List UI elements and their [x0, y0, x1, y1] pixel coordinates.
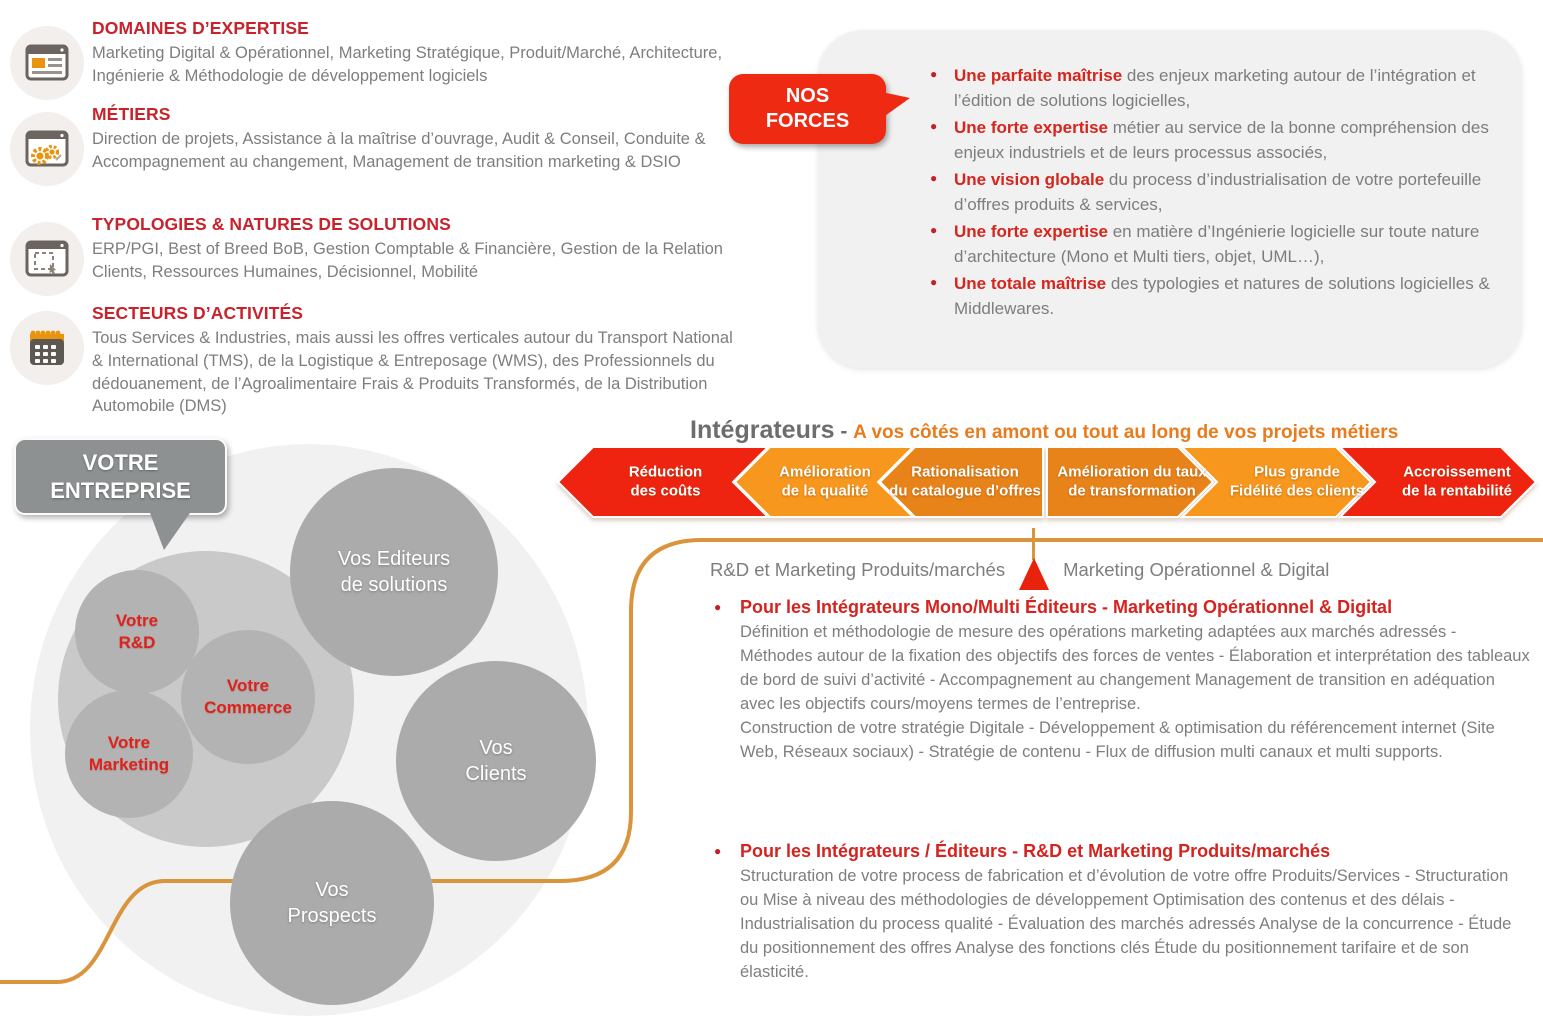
chevron-taux-transformation: Amélioration du taux de transformation — [1057, 463, 1207, 499]
benefits-chevron-band — [553, 443, 1543, 521]
votre-entreprise-bubble — [14, 438, 227, 515]
section-body: Marketing Digital & Opérationnel, Marketing Stratégique, Produit/Marché, Architecture, Ingénierie & Méthodologie de développement logiciels — [92, 44, 723, 85]
nos-forces-bubble — [729, 74, 886, 144]
axis-tick — [1032, 528, 1035, 560]
axis-labels-row — [710, 550, 1329, 590]
calendar-icon — [10, 311, 84, 385]
offer-rd-marketing-produits — [712, 841, 1543, 985]
integrateurs-title: Intégrateurs — [690, 416, 835, 444]
offer-heading: ● Pour les Intégrateurs / Éditeurs - R&D et Marketing Produits/marchés — [712, 841, 1543, 862]
section-body: ERP/PGI, Best of Breed BoB, Gestion Comptable & Financière, Gestion de la Relation Clients, Ressources Humaines, Décisionnel, Mobilité — [92, 240, 723, 281]
axis-marker — [1019, 558, 1049, 590]
axis-left-label: R&D et Marketing Produits/marchés — [710, 559, 1006, 580]
chevron-fidelite-clients: Plus grande Fidélité des clients — [1229, 463, 1365, 499]
integrateurs-heading: Intégrateurs - A vos côtés en amont ou tout au long de vos projets métiers — [690, 416, 1399, 444]
integrateurs-subtitle: A vos côtés en amont ou tout au long de vos projets métiers — [853, 422, 1399, 443]
section-title: DOMAINES D’EXPERTISE — [92, 18, 309, 38]
section-secteurs — [8, 303, 748, 418]
forces-item: ● Une totale maîtrise des typologies et natures de solutions logicielles & Middlewares. — [930, 272, 1495, 322]
offer-paragraph: Structuration de votre process de fabrication et d’évolution de votre offre Produits/Services - Structuration ou Mise à niveau des méthodologies de développement Optimisation des contenus et des délais - Industrialisation du process qualité - Évaluation des marchés adressés Analyse de la concurrence - Étude du positionnement des offres Analyse des fonctions clés Étude du positionnement tarifaire et de son élasticité. — [740, 867, 1512, 981]
section-title: SECTEURS D’ACTIVITÉS — [92, 303, 304, 323]
votre-entreprise-label: VOTRE ENTREPRISE — [50, 450, 191, 503]
section-body: Direction de projets, Assistance à la maîtrise d’ouvrage, Audit & Conseil, Conduite & Accompagnement au changement, Management de transition marketing & DSIO — [92, 130, 706, 171]
circle-rd: Votre R&D — [75, 570, 199, 694]
offer-marketing-operationnel — [712, 597, 1543, 765]
forces-item: ● Une parfaite maîtrise des enjeux marketing autour de l’intégration et l’édition de solutions logicielles, — [930, 64, 1495, 114]
axis-triangle-icon — [1019, 558, 1049, 590]
section-title: TYPOLOGIES & NATURES DE SOLUTIONS — [92, 214, 451, 234]
article-browser-icon — [10, 26, 84, 100]
circle-clients: Vos Clients — [396, 661, 596, 861]
offer-paragraph: Définition et méthodologie de mesure des opérations marketing adaptées aux marchés adressés - Méthodes autour de la fixation des objectifs des forces de ventes - Élaboration et interprétation des tableaux de bord de suivi d’activité - Accompagnement au changement Management de transition en adéquation avec les objectifs cours/moyens termes de l’entreprise. — [740, 623, 1530, 713]
circle-prospects: Vos Prospects — [230, 801, 434, 1005]
gears-browser-icon — [10, 112, 84, 186]
chevron-rationalisation-catalogue: Rationalisation du catalogue d’offres — [889, 463, 1041, 499]
axis-right-label: Marketing Opérationnel & Digital — [1063, 559, 1330, 580]
section-body: Tous Services & Industries, mais aussi les offres verticales autour du Transport National & International (TMS), de la Logistique & Entreposage (WMS), des Professionnels du dédouanement, de l’Agroalimentaire Frais & Produits Transformés, de la Distribution Automobile (DMS) — [92, 329, 733, 416]
forces-list — [930, 64, 1495, 324]
nos-forces-label: NOS FORCES — [765, 85, 850, 132]
chevron-reduction-couts: Réduction des coûts — [628, 463, 703, 499]
offer-paragraph: Construction de votre stratégie Digitale - Développement & optimisation du référencement internet (Site Web, Réseaux sociaux) - Stratégie de contenu - Flux de diffusion multi canaux et multi supports. — [740, 718, 1495, 761]
chevron-accroissement-rentabilite: Accroissement de la rentabilité — [1401, 463, 1513, 499]
section-domaines-expertise — [8, 18, 748, 88]
circle-editeurs: Vos Editeurs de solutions — [290, 468, 498, 676]
chevron-amelioration-qualite: Amélioration de la qualité — [779, 463, 871, 499]
forces-panel — [818, 30, 1522, 368]
forces-item: ● Une forte expertise métier au service de la bonne compréhension des enjeux industriels et de leurs processus associés, — [930, 116, 1495, 166]
nos-forces-bubble-tail — [882, 92, 910, 118]
circle-marketing: Votre Marketing — [65, 690, 193, 818]
section-typologies — [8, 214, 748, 284]
offer-heading: ● Pour les Intégrateurs Mono/Multi Éditeurs - Marketing Opérationnel & Digital — [712, 597, 1543, 618]
forces-item: ● Une vision globale du process d’industrialisation de votre portefeuille d’offres produits & services, — [930, 168, 1495, 218]
section-title: MÉTIERS — [92, 104, 171, 124]
votre-entreprise-bubble-tail — [150, 513, 190, 550]
circle-commerce: Votre Commerce — [181, 630, 315, 764]
section-metiers — [8, 104, 748, 174]
selection-browser-icon — [10, 222, 84, 296]
forces-item: ● Une forte expertise en matière d’Ingénierie logicielle sur toute nature d’architecture (Mono et Multi tiers, objet, UML…), — [930, 220, 1495, 270]
